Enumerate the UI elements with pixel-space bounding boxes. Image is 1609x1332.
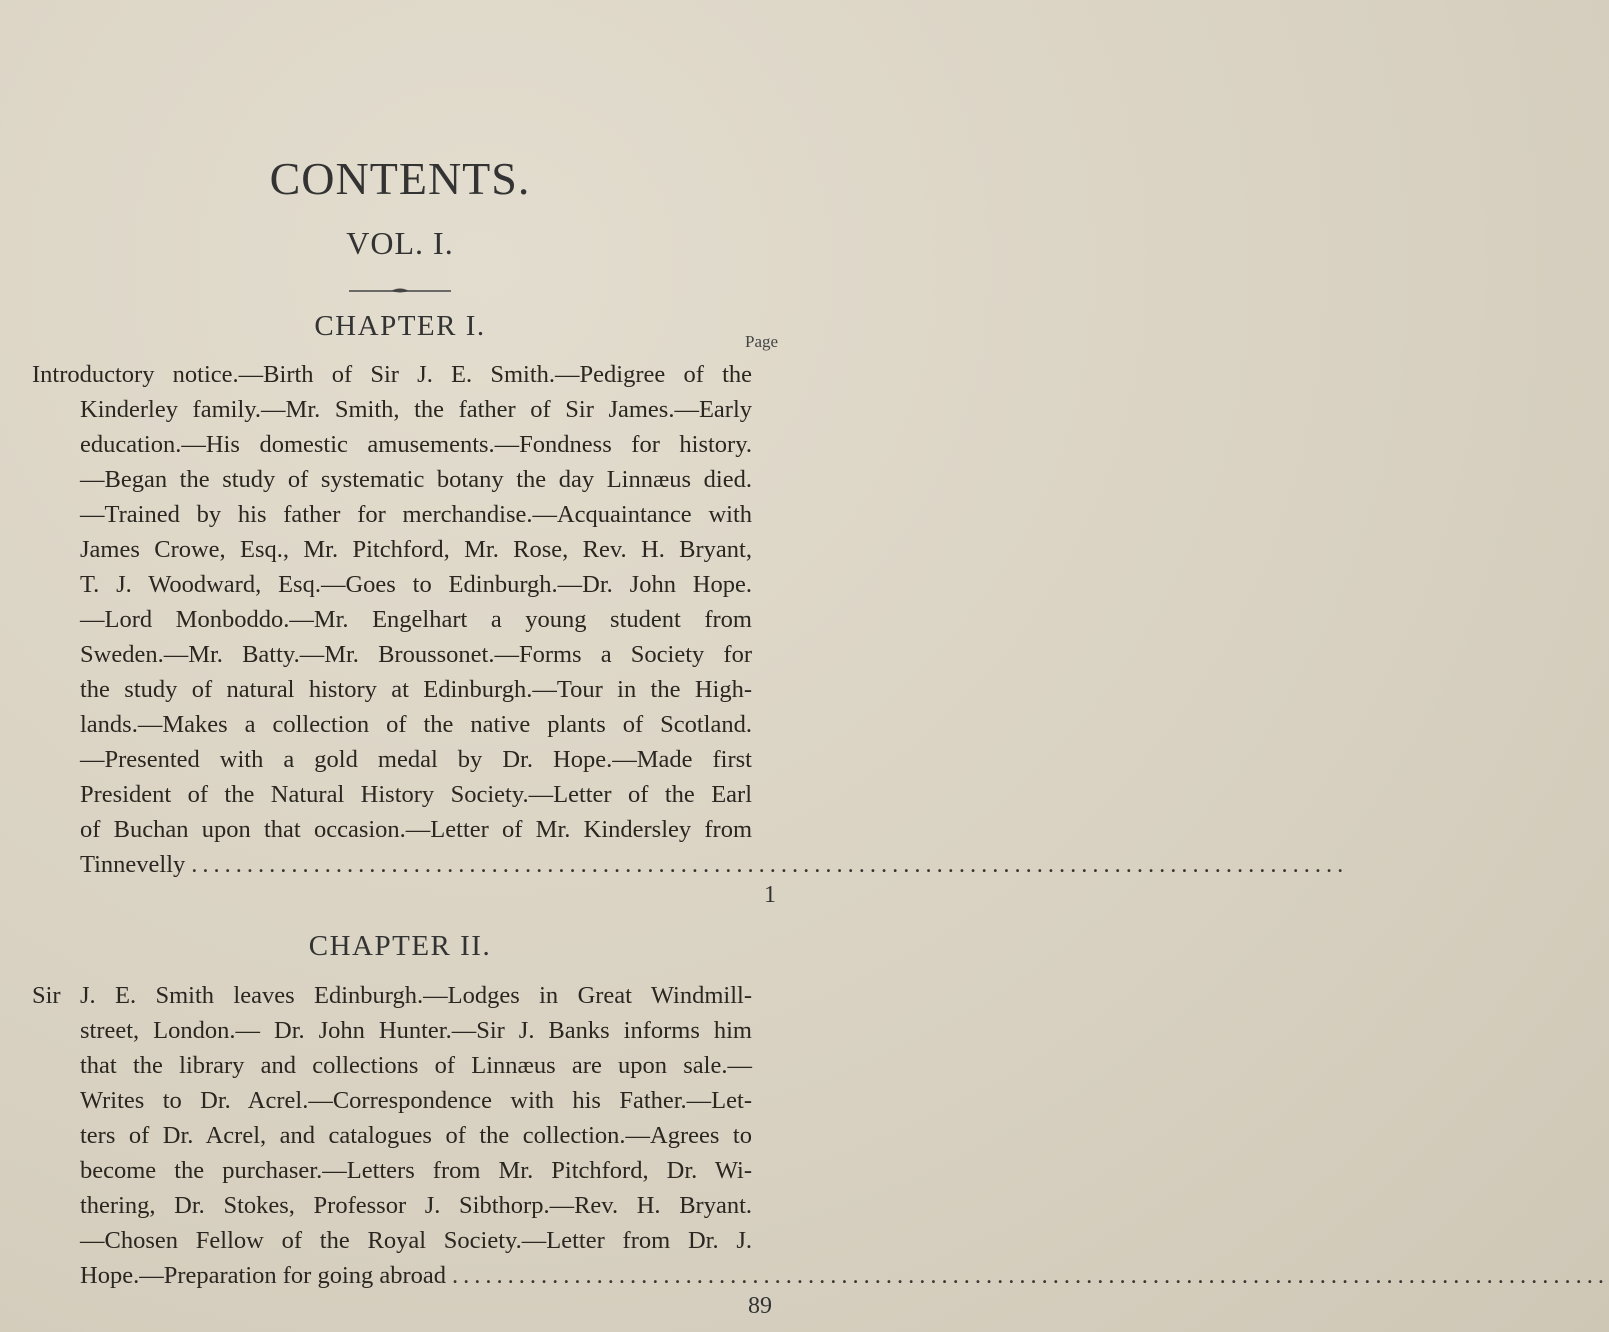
entry-line: that the library and collections of Linnæus are upon sale.— bbox=[80, 1052, 752, 1079]
entry-line: Sweden.—Mr. Batty.—Mr. Broussonet.—Forms a Society for bbox=[80, 641, 752, 668]
entry-line: Introductory notice.—Birth of Sir J. E. Smith.—Pedigree of the bbox=[32, 361, 752, 388]
entry-line: become the purchaser.—Letters from Mr. Pitchford, Dr. Wi- bbox=[80, 1157, 752, 1184]
chapter-1-heading: CHAPTER I. bbox=[314, 310, 486, 342]
chapter-2-heading: CHAPTER II. bbox=[308, 930, 492, 962]
chapter-1-entry bbox=[32, 357, 1349, 882]
volume-label: VOL. I. bbox=[346, 225, 454, 261]
entry-line: education.—His domestic amusements.—Fondness for history. bbox=[80, 431, 752, 458]
page-column-label: Page bbox=[745, 332, 779, 351]
entry-line: lands.—Makes a collection of the native plants of Scotland. bbox=[80, 711, 752, 738]
entry-line: the study of natural history at Edinburgh.—Tour in the High- bbox=[80, 676, 752, 703]
entry-line: Tinnevelly bbox=[80, 851, 186, 878]
chapter-2-entry bbox=[32, 978, 1609, 1293]
entry-line: —Chosen Fellow of the Royal Society.—Letter from Dr. J. bbox=[80, 1227, 752, 1254]
entry-line: street, London.— Dr. John Hunter.—Sir J. Banks informs him bbox=[80, 1017, 752, 1044]
entry-line: James Crowe, Esq., Mr. Pitchford, Mr. Rose, Rev. H. Bryant, bbox=[80, 536, 752, 563]
entry-line: President of the Natural History Society.—Letter of the Earl bbox=[80, 781, 752, 808]
entry-line: Hope.—Preparation for going abroad bbox=[80, 1262, 447, 1289]
entry-line: —Began the study of systematic botany the day Linnæus died. bbox=[80, 466, 752, 493]
entry-line: —Trained by his father for merchandise.—Acquaintance with bbox=[80, 501, 752, 528]
ornamental-rule bbox=[345, 285, 455, 295]
entry-line: Sir J. E. Smith leaves Edinburgh.—Lodges in Great Windmill- bbox=[32, 982, 752, 1009]
entry-line: ters of Dr. Acrel, and catalogues of the collection.—Agrees to bbox=[80, 1122, 752, 1149]
entry-line: Writes to Dr. Acrel.—Correspondence with his Father.—Let- bbox=[80, 1087, 752, 1114]
entry-line: —Presented with a gold medal by Dr. Hope.—Made first bbox=[80, 746, 752, 773]
entry-line: of Buchan upon that occasion.—Letter of Mr. Kindersley from bbox=[80, 816, 752, 843]
entry-line: T. J. Woodward, Esq.—Goes to Edinburgh.—Dr. John Hope. bbox=[80, 571, 752, 598]
chapter-2-page-number: 89 bbox=[748, 1293, 772, 1319]
entry-line: Kinderley family.—Mr. Smith, the father of Sir James.—Early bbox=[80, 396, 752, 423]
entry-line: thering, Dr. Stokes, Professor J. Sibthorp.—Rev. H. Bryant. bbox=[80, 1192, 752, 1219]
dot-leader: ........................................................................................................ bbox=[452, 1262, 1609, 1289]
dot-leader: ........................................................................................................ bbox=[191, 851, 1349, 878]
page-title: CONTENTS. bbox=[269, 153, 531, 204]
entry-last-line bbox=[32, 1258, 1609, 1293]
chapter-1-page-number: 1 bbox=[764, 882, 776, 908]
entry-line: —Lord Monboddo.—Mr. Engelhart a young student from bbox=[80, 606, 752, 633]
entry-last-line bbox=[32, 847, 1349, 882]
